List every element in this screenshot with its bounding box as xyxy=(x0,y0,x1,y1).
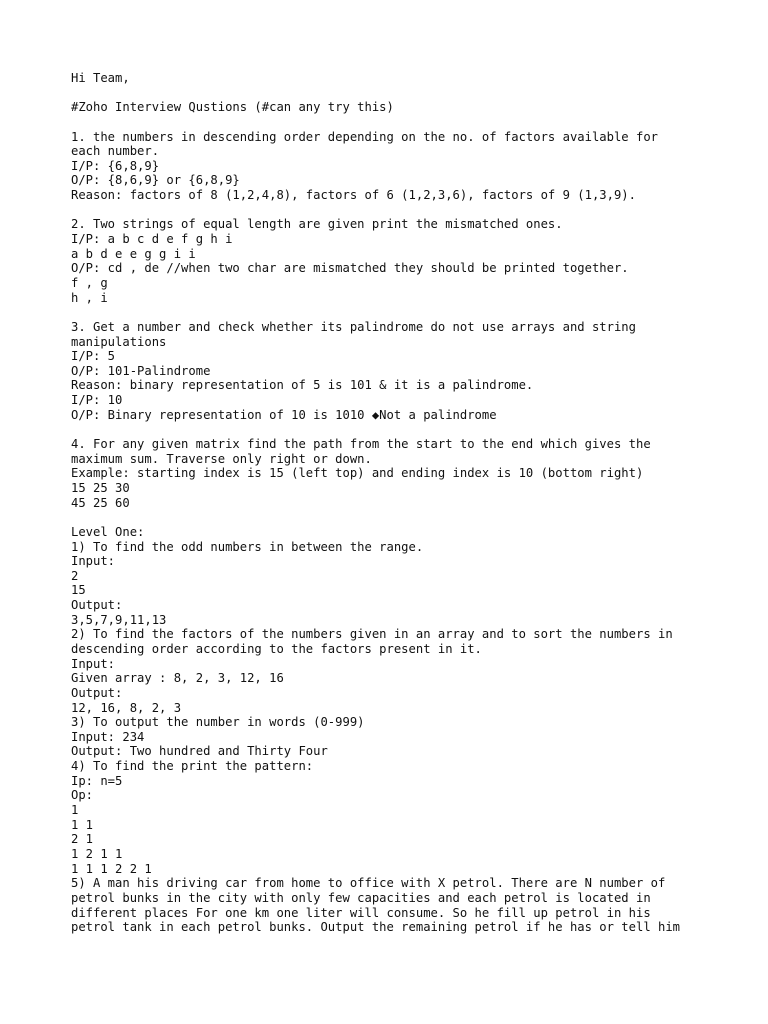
text-line: #Zoho Interview Qustions (#can any try this) xyxy=(71,100,394,115)
text-line xyxy=(71,115,751,130)
text-line: Given array : 8, 2, 3, 12, 16 xyxy=(71,671,284,686)
text-line: 1 1 1 2 2 1 xyxy=(71,861,152,876)
text-line: 4) To find the print the pattern: xyxy=(71,759,314,774)
text-line: manipulations xyxy=(71,334,167,349)
text-line: Input: xyxy=(71,554,116,569)
text-line: 2 1 xyxy=(71,832,94,847)
text-line: I/P: a b c d e f g h i xyxy=(71,232,233,247)
text-line: petrol tank in each petrol bunks. Output the remaining petrol if he has or tell him xyxy=(71,920,681,935)
text-line: O/P: cd , de //when two char are mismatched they should be printed together. xyxy=(71,261,629,276)
text-line: Op: xyxy=(71,788,94,803)
text-line: 2) To find the factors of the numbers given in an array and to sort the numbers in xyxy=(71,627,673,642)
text-line: each number. xyxy=(71,144,160,159)
text-line: f , g xyxy=(71,275,108,290)
text-line: I/P: 5 xyxy=(71,349,116,364)
text-line: Level One: xyxy=(71,524,145,539)
text-line: 3) To output the number in words (0-999) xyxy=(71,715,365,730)
text-line: 2 xyxy=(71,568,79,583)
text-line: Ip: n=5 xyxy=(71,773,123,788)
text-line: 4. For any given matrix find the path from the start to the end which gives the xyxy=(71,437,651,452)
text-line: Input: xyxy=(71,656,116,671)
text-line xyxy=(71,203,751,218)
document-body xyxy=(71,71,751,935)
text-line: 1 1 xyxy=(71,817,94,832)
text-line: 1) To find the odd numbers in between the range. xyxy=(71,539,424,554)
text-line: Hi Team, xyxy=(71,71,130,85)
text-line: a b d e e g g i i xyxy=(71,246,196,261)
text-line: Reason: binary representation of 5 is 101 & it is a palindrome. xyxy=(71,378,534,393)
text-line: 45 25 60 xyxy=(71,495,130,510)
text-line xyxy=(71,305,751,320)
text-line: 1. the numbers in descending order depending on the no. of factors available for xyxy=(71,129,658,144)
text-line: 3,5,7,9,11,13 xyxy=(71,612,167,627)
text-line: Example: starting index is 15 (left top) and ending index is 10 (bottom right) xyxy=(71,466,644,481)
text-line: I/P: {6,8,9} xyxy=(71,158,160,173)
text-line: 5) A man his driving car from home to office with X petrol. There are N number of xyxy=(71,876,666,891)
text-line: I/P: 10 xyxy=(71,393,123,408)
text-line: h , i xyxy=(71,290,108,305)
text-line: 15 xyxy=(71,583,86,598)
text-line: O/P: 101-Palindrome xyxy=(71,363,211,378)
text-line: 3. Get a number and check whether its palindrome do not use arrays and string xyxy=(71,319,636,334)
text-line xyxy=(71,86,751,101)
text-line: descending order according to the factors present in it. xyxy=(71,641,482,656)
text-line: 1 xyxy=(71,803,79,818)
text-line: Input: 234 xyxy=(71,729,145,744)
text-line: 15 25 30 xyxy=(71,480,130,495)
text-line: different places For one km one liter will consume. So he fill up petrol in his xyxy=(71,905,651,920)
text-line: Output: xyxy=(71,598,123,613)
text-line: petrol bunks in the city with only few capacities and each petrol is located in xyxy=(71,890,651,905)
text-line: 1 2 1 1 xyxy=(71,846,123,861)
text-line: maximum sum. Traverse only right or down. xyxy=(71,451,372,466)
text-line: O/P: Binary representation of 10 is 1010 ◆Not a palindrome xyxy=(71,407,497,422)
text-line: 12, 16, 8, 2, 3 xyxy=(71,700,182,715)
text-line xyxy=(71,422,751,437)
text-line: O/P: {8,6,9} or {6,8,9} xyxy=(71,173,240,188)
text-line: Output: Two hundred and Thirty Four xyxy=(71,744,328,759)
text-line xyxy=(71,510,751,525)
text-line: 2. Two strings of equal length are given print the mismatched ones. xyxy=(71,217,563,232)
text-line: Reason: factors of 8 (1,2,4,8), factors of 6 (1,2,3,6), factors of 9 (1,3,9). xyxy=(71,188,636,203)
text-line: Output: xyxy=(71,685,123,700)
